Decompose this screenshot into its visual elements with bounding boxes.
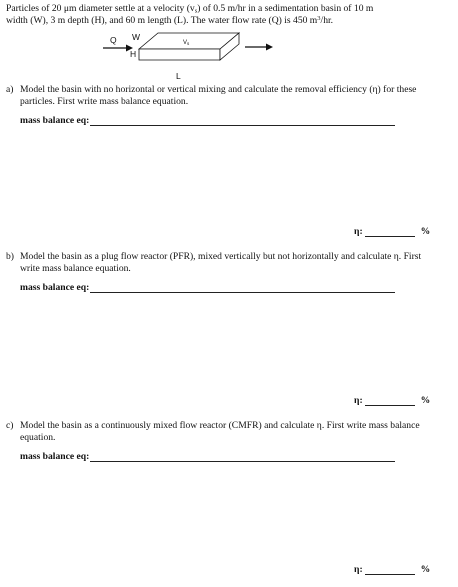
width-w-label: W bbox=[132, 32, 141, 42]
intro-line2-b: /hr. bbox=[320, 14, 334, 26]
question-b-eta bbox=[354, 395, 430, 406]
problem-statement bbox=[6, 3, 446, 26]
question-c-mass-balance-blank[interactable] bbox=[90, 452, 395, 462]
intro-line1-a: Particles of 20 μm diameter settle at a velocity (v bbox=[6, 3, 195, 14]
question-c-percent: % bbox=[420, 564, 431, 575]
velocity-vs-label bbox=[183, 39, 189, 48]
question-b-letter: b) bbox=[6, 251, 14, 262]
question-c-text: Model the basin as a continuously mixed flow reactor (CMFR) and calculate η. First write mass balance equation. bbox=[20, 420, 420, 443]
question-b-percent: % bbox=[420, 395, 431, 406]
velocity-vs-sub: s bbox=[187, 41, 190, 46]
question-b-eta-blank[interactable] bbox=[365, 396, 415, 406]
question-c-letter: c) bbox=[6, 420, 14, 431]
question-c bbox=[6, 420, 426, 443]
question-a-letter: a) bbox=[6, 84, 14, 95]
question-b-mass-balance-blank[interactable] bbox=[90, 283, 395, 293]
question-b-text: Model the basin as a plug flow reactor (PFR), mixed vertically but not horizontally and calculate η. First write mass balance equation. bbox=[20, 251, 422, 274]
question-a-eta-blank[interactable] bbox=[365, 227, 415, 237]
depth-h-label: H bbox=[130, 49, 137, 59]
intro-line1-b: ) of 0.5 m/hr in a sedimentation basin of 10 m bbox=[197, 3, 374, 14]
intro-line2-sup: 3 bbox=[317, 14, 321, 22]
question-a-mass-balance-blank[interactable] bbox=[90, 116, 395, 126]
length-l-label: L bbox=[176, 71, 181, 81]
question-a-eta bbox=[354, 226, 430, 237]
question-c-eta bbox=[354, 564, 430, 575]
question-b bbox=[6, 251, 426, 274]
flow-q-label: Q bbox=[110, 35, 117, 45]
question-a bbox=[6, 84, 426, 107]
velocity-vs-letter: V bbox=[183, 40, 188, 46]
question-a-text: Model the basin with no horizontal or vertical mixing and calculate the removal efficiency (η) for these particles. First write mass balance equation. bbox=[20, 84, 417, 107]
question-a-mass-balance bbox=[20, 115, 395, 126]
question-b-mass-balance-label: mass balance eq: bbox=[20, 282, 90, 293]
question-c-eta-blank[interactable] bbox=[365, 565, 415, 575]
intro-line1-sub: s bbox=[194, 7, 198, 15]
question-a-percent: % bbox=[420, 226, 431, 237]
outflow-arrow-head bbox=[266, 44, 273, 51]
question-b-eta-label: η: bbox=[354, 395, 363, 406]
question-b-mass-balance bbox=[20, 282, 395, 293]
question-c-mass-balance-label: mass balance eq: bbox=[20, 451, 90, 462]
question-c-mass-balance bbox=[20, 451, 395, 462]
intro-line2-a: width (W), 3 m depth (H), and 60 m length (L). The water flow rate (Q) is 450 m bbox=[6, 14, 318, 26]
basin-diagram bbox=[100, 31, 300, 81]
basin-front-face bbox=[139, 49, 220, 60]
question-c-eta-label: η: bbox=[354, 564, 363, 575]
question-a-eta-label: η: bbox=[354, 226, 363, 237]
question-a-mass-balance-label: mass balance eq: bbox=[20, 115, 90, 126]
